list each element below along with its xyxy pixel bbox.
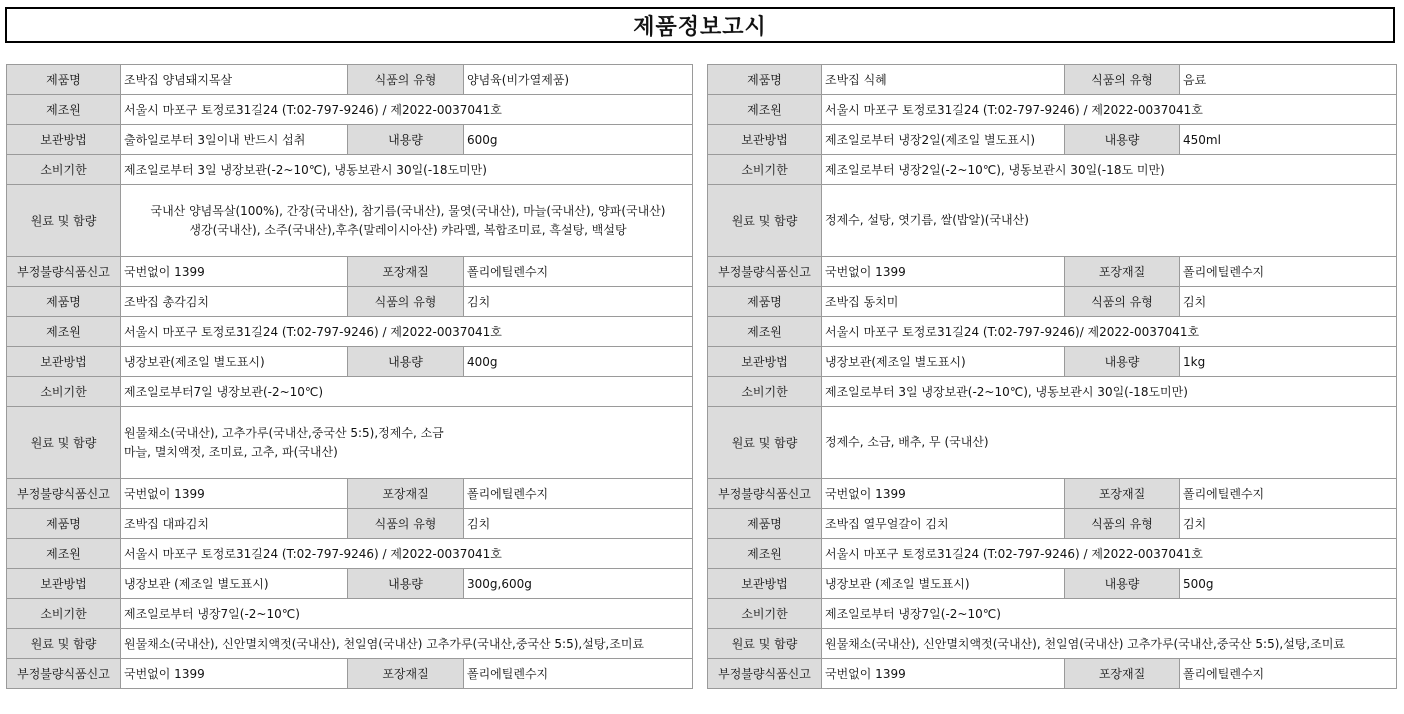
label-package: 포장재질 (348, 659, 464, 689)
label-ingredients: 원료 및 함량 (708, 407, 822, 479)
label-expiry: 소비기한 (708, 599, 822, 629)
label-package: 포장재질 (348, 257, 464, 287)
product-name: 조박집 총각김치 (121, 287, 348, 317)
label-volume: 내용량 (348, 125, 464, 155)
label-storage: 보관방법 (708, 347, 822, 377)
product-storage: 출하일로부터 3일이내 반드시 섭취 (121, 125, 348, 155)
label-name: 제품명 (7, 509, 121, 539)
label-maker: 제조원 (7, 95, 121, 125)
product-ingredients: 정제수, 소금, 배추, 무 (국내산) (822, 407, 1397, 479)
product-package: 폴리에틸렌수지 (1180, 479, 1397, 509)
product-expiry: 제조일로부터 3일 냉장보관(-2~10℃), 냉동보관시 30일(-18도미만) (121, 155, 693, 185)
product-report: 국번없이 1399 (822, 257, 1065, 287)
product-ingredients (121, 407, 693, 479)
label-ingredients: 원료 및 함량 (7, 407, 121, 479)
label-report: 부정불량식품신고 (708, 479, 822, 509)
label-name: 제품명 (7, 65, 121, 95)
label-volume: 내용량 (1065, 347, 1180, 377)
product-expiry: 제조일로부터7일 냉장보관(-2~10℃) (121, 377, 693, 407)
label-ingredients: 원료 및 함량 (7, 185, 121, 257)
product-volume: 600g (464, 125, 693, 155)
label-storage: 보관방법 (7, 347, 121, 377)
product-expiry: 제조일로부터 3일 냉장보관(-2~10℃), 냉동보관시 30일(-18도미만) (822, 377, 1397, 407)
label-report: 부정불량식품신고 (7, 257, 121, 287)
product-ingredients: 정제수, 설탕, 엿기름, 쌀(밥알)(국내산) (822, 185, 1397, 257)
product-storage: 냉장보관 (제조일 별도표시) (822, 569, 1065, 599)
product-expiry: 제조일로부터 냉장7일(-2~10℃) (822, 599, 1397, 629)
product-package: 폴리에틸렌수지 (1180, 659, 1397, 689)
label-package: 포장재질 (1065, 257, 1180, 287)
label-storage: 보관방법 (7, 125, 121, 155)
label-maker: 제조원 (708, 95, 822, 125)
product-storage: 냉장보관(제조일 별도표시) (121, 347, 348, 377)
label-type: 식품의 유형 (348, 65, 464, 95)
product-type: 김치 (1180, 287, 1397, 317)
label-name: 제품명 (7, 287, 121, 317)
product-volume: 450ml (1180, 125, 1397, 155)
product-storage: 냉장보관(제조일 별도표시) (822, 347, 1065, 377)
product-type: 양념육(비가열제품) (464, 65, 693, 95)
label-expiry: 소비기한 (708, 155, 822, 185)
label-volume: 내용량 (348, 347, 464, 377)
product-maker: 서울시 마포구 토정로31길24 (T:02-797-9246) / 제2022-0037041호 (121, 317, 693, 347)
product-report: 국번없이 1399 (121, 659, 348, 689)
label-ingredients: 원료 및 함량 (708, 629, 822, 659)
label-ingredients: 원료 및 함량 (708, 185, 822, 257)
label-maker: 제조원 (7, 317, 121, 347)
ingredients-line-1: 원물채소(국내산), 고추가루(국내산,중국산 5:5),정제수, 소금 (124, 425, 444, 440)
product-name: 조박집 대파김치 (121, 509, 348, 539)
product-name: 조박집 동치미 (822, 287, 1065, 317)
label-expiry: 소비기한 (7, 377, 121, 407)
label-volume: 내용량 (348, 569, 464, 599)
label-type: 식품의 유형 (1065, 65, 1180, 95)
label-package: 포장재질 (1065, 659, 1180, 689)
product-report: 국번없이 1399 (121, 479, 348, 509)
product-expiry: 제조일로부터 냉장2일(-2~10℃), 냉동보관시 30일(-18도 미만) (822, 155, 1397, 185)
product-type: 김치 (1180, 509, 1397, 539)
label-expiry: 소비기한 (708, 377, 822, 407)
product-6-name-row (708, 509, 1397, 539)
product-4-name-row (708, 287, 1397, 317)
label-type: 식품의 유형 (348, 287, 464, 317)
product-1-name-row (7, 65, 693, 95)
product-2-name-row (708, 65, 1397, 95)
product-package: 폴리에틸렌수지 (464, 479, 693, 509)
label-package: 포장재질 (348, 479, 464, 509)
label-storage: 보관방법 (708, 125, 822, 155)
label-type: 식품의 유형 (1065, 287, 1180, 317)
label-storage: 보관방법 (708, 569, 822, 599)
product-package: 폴리에틸렌수지 (464, 257, 693, 287)
label-maker: 제조원 (708, 317, 822, 347)
product-name: 조박집 식혜 (822, 65, 1065, 95)
label-report: 부정불량식품신고 (7, 659, 121, 689)
product-table-right (707, 64, 1397, 689)
product-ingredients (121, 185, 693, 257)
product-volume: 500g (1180, 569, 1397, 599)
ingredients-line-2: 마늘, 멸치액젓, 조미료, 고추, 파(국내산) (124, 444, 338, 459)
label-name: 제품명 (708, 509, 822, 539)
product-maker: 서울시 마포구 토정로31길24 (T:02-797-9246)/ 제2022-0037041호 (822, 317, 1397, 347)
label-ingredients: 원료 및 함량 (7, 629, 121, 659)
label-volume: 내용량 (1065, 569, 1180, 599)
product-storage: 냉장보관 (제조일 별도표시) (121, 569, 348, 599)
product-type: 김치 (464, 287, 693, 317)
product-report: 국번없이 1399 (822, 659, 1065, 689)
product-report: 국번없이 1399 (822, 479, 1065, 509)
label-expiry: 소비기한 (7, 599, 121, 629)
product-5-name-row (7, 509, 693, 539)
product-storage: 제조일로부터 냉장2일(제조일 별도표시) (822, 125, 1065, 155)
label-expiry: 소비기한 (7, 155, 121, 185)
label-name: 제품명 (708, 65, 822, 95)
label-storage: 보관방법 (7, 569, 121, 599)
product-volume: 400g (464, 347, 693, 377)
product-name: 조박집 양념돼지목살 (121, 65, 348, 95)
product-ingredients: 원물채소(국내산), 신안멸치액젓(국내산), 천일염(국내산) 고추가루(국내산,중국산 5:5),설탕,조미료 (822, 629, 1397, 659)
label-report: 부정불량식품신고 (708, 659, 822, 689)
product-report: 국번없이 1399 (121, 257, 348, 287)
label-type: 식품의 유형 (348, 509, 464, 539)
product-expiry: 제조일로부터 냉장7일(-2~10℃) (121, 599, 693, 629)
product-type: 김치 (464, 509, 693, 539)
product-maker: 서울시 마포구 토정로31길24 (T:02-797-9246) / 제2022-0037041호 (822, 539, 1397, 569)
label-name: 제품명 (708, 287, 822, 317)
ingredients-line-1: 국내산 양념목살(100%), 간장(국내산), 참기름(국내산), 물엿(국내산), 마늘(국내산), 양파(국내산) (150, 203, 666, 218)
product-type: 음료 (1180, 65, 1397, 95)
product-maker: 서울시 마포구 토정로31길24 (T:02-797-9246) / 제2022-0037041호 (822, 95, 1397, 125)
ingredients-line-2: 생강(국내산), 소주(국내산),후추(말레이시아산) 캬라멜, 복합조미료, 흑설탕, 백설탕 (189, 222, 627, 237)
product-table-left (6, 64, 693, 689)
label-volume: 내용량 (1065, 125, 1180, 155)
product-volume: 300g,600g (464, 569, 693, 599)
product-volume: 1kg (1180, 347, 1397, 377)
product-ingredients: 원물채소(국내산), 신안멸치액젓(국내산), 천일염(국내산) 고추가루(국내산,중국산 5:5),설탕,조미료 (121, 629, 693, 659)
label-maker: 제조원 (708, 539, 822, 569)
label-report: 부정불량식품신고 (708, 257, 822, 287)
product-maker: 서울시 마포구 토정로31길24 (T:02-797-9246) / 제2022-0037041호 (121, 539, 693, 569)
product-name: 조박집 열무얼갈이 김치 (822, 509, 1065, 539)
label-report: 부정불량식품신고 (7, 479, 121, 509)
label-type: 식품의 유형 (1065, 509, 1180, 539)
product-package: 폴리에틸렌수지 (1180, 257, 1397, 287)
label-package: 포장재질 (1065, 479, 1180, 509)
product-package: 폴리에틸렌수지 (464, 659, 693, 689)
label-maker: 제조원 (7, 539, 121, 569)
product-3-name-row (7, 287, 693, 317)
product-maker: 서울시 마포구 토정로31길24 (T:02-797-9246) / 제2022-0037041호 (121, 95, 693, 125)
page-title: 제품정보고시 (5, 7, 1395, 43)
